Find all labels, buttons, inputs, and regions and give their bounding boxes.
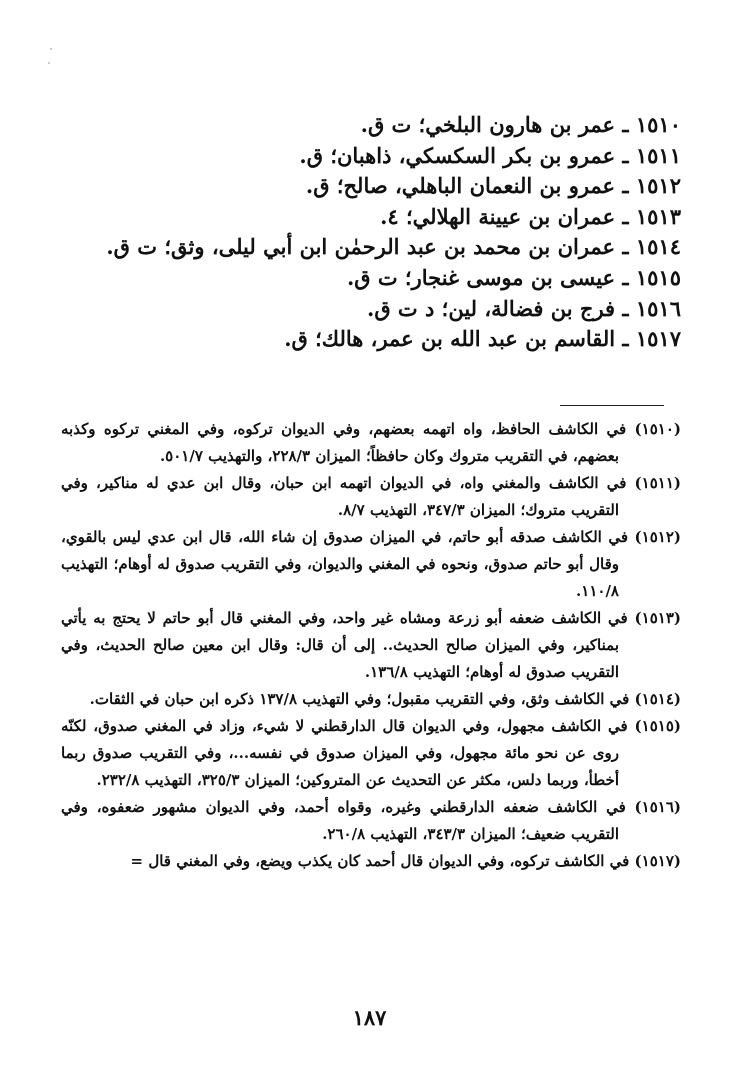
footnotes	[61, 416, 681, 875]
narrator-entry: ١٥١٧ ـ القاسم بن عبد الله بن عمر، هالك؛ ق.	[284, 326, 681, 352]
footnote: (١٥١٢) في الكاشف صدقه أبو حاتم، في الميزان صدوق إن شاء الله، قال ابن عدي ليس بالقوي، وقال أبو حاتم صدوق، ونحوه في المغني والديوان، وفي التقريب صدوق له أوهام؛ التهذيب ١١٠/٨.	[61, 528, 681, 600]
narrator-entry: ١٥١١ ـ عمرو بن بكر السكسكي، ذاهبان؛ ق.	[299, 142, 681, 168]
footnote: (١٥١٦) في الكاشف ضعفه الدارقطني وغيره، وقواه أحمد، وفي الديوان مشهور ضعفوه، وفي التقريب ضعيف؛ الميزان ٣٤٣/٣، التهذيب ٢٦٠/٨.	[61, 798, 681, 843]
narrator-entry: ١٥١٠ ـ عمر بن هارون البلخي؛ ت ق.	[360, 112, 681, 137]
narrator-entry: ١٥١٥ ـ عيسى بن موسى غنجار؛ ت ق.	[346, 264, 681, 290]
footnote-separator	[560, 405, 664, 406]
narrator-entry: ١٥١٢ ـ عمرو بن النعمان الباهلي، صالح؛ ق.	[305, 173, 681, 199]
footnote: (١٥١٤) في الكاشف وثق، وفي التقريب مقبول؛ وفي التهذيب ١٣٧/٨ ذكره ابن حبان في الثقات.	[89, 690, 681, 708]
narrator-list	[61, 110, 681, 355]
scan-speck	[50, 48, 52, 50]
scan-speck	[48, 62, 50, 64]
narrator-entry: ١٥١٤ ـ عمران بن محمد بن عبد الرحمٰن ابن أبي ليلى، وثق؛ ت ق.	[106, 234, 681, 260]
page-number: ١٨٧	[352, 1005, 387, 1030]
footnote: (١٥١٥) في الكاشف مجهول، وفي الديوان قال الدارقطني لا شيء، وزاد في المغني صدوق، لكنّه روى عن نحو مائة مجهول، وفي الميزان صدوق في نفسه...، وفي التقريب صدوق ربما أخطأ، وربما دلس، مكثر عن التحديث عن المتروكين؛ الميزان ٣٢٥/٣، التهذيب ٢٣٢/٨.	[61, 717, 681, 789]
footnote: (١٥١٣) في الكاشف ضعفه أبو زرعة ومشاه غير واحد، وفي المغني قال أبو حاتم لا يحتج به يأتي بمناكير، وفي الميزان صالح الحديث.. إلى أن قال: وقال ابن معين صالح الحديث، وفي التقريب صدوق له أوهام؛ التهذيب ١٣٦/٨.	[61, 609, 681, 681]
narrator-entry: ١٥١٦ ـ فرج بن فضالة، لين؛ د ت ق.	[367, 295, 681, 321]
footnote: (١٥١٧) في الكاشف تركوه، وفي الديوان قال أحمد كان يكذب ويضع، وفي المغني قال =	[130, 852, 681, 870]
footnote: (١٥١١) في الكاشف والمغني واه، في الديوان اتهمه ابن حبان، وقال ابن عدي له مناكير، وفي التقريب متروك؛ الميزان ٣٤٧/٣، التهذيب ٨/٧.	[61, 474, 681, 519]
footnote: (١٥١٠) في الكاشف الحافظ، واه اتهمه بعضهم، وفي الديوان تركوه، وفي المغني تركوه وكذبه بعضهم، في التقريب متروك وكان حافظاً؛ الميزان ٢٢٨/٣، والتهذيب ٥٠١/٧.	[61, 420, 681, 465]
narrator-entry: ١٥١٣ ـ عمران بن عيينة الهلالي؛ ٤.	[380, 203, 681, 229]
